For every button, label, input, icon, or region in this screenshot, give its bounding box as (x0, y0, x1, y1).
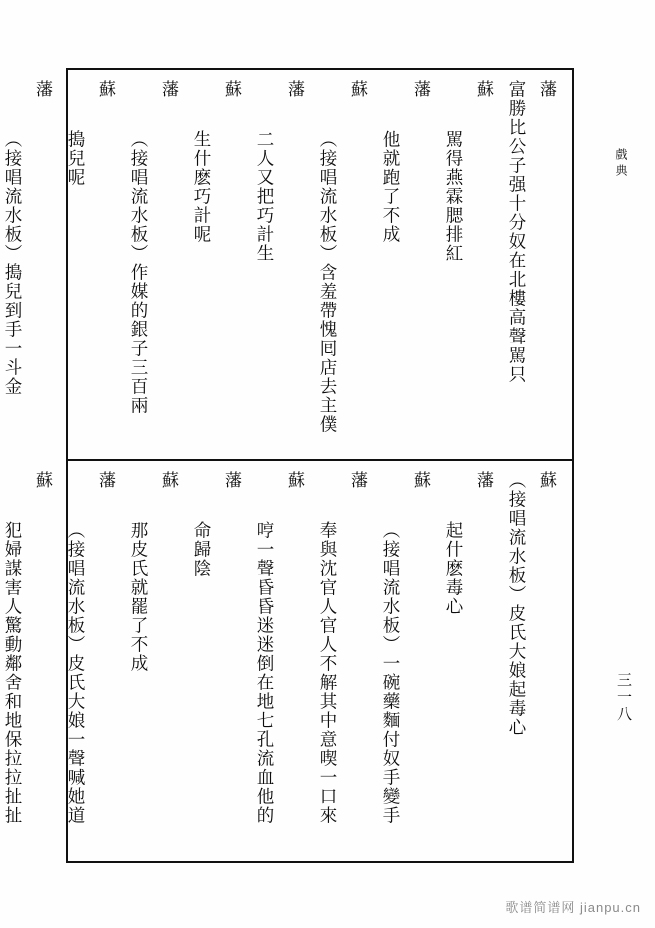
dialogue-entry (312, 471, 371, 853)
dialogue-text: （接唱流水板）皮氏大娘一聲喊她道 (65, 521, 85, 825)
dialogue-entry (0, 80, 56, 451)
speaker-label: 藩 (32, 80, 52, 101)
watermark: 歌谱简谱网 jianpu.cn (505, 900, 641, 915)
dialogue-entry (438, 471, 497, 853)
speaker-label: 藩 (158, 80, 178, 101)
speaker-label: 蘇 (158, 471, 178, 492)
dialogue-entry (438, 80, 497, 451)
speaker-label: 藩 (473, 471, 493, 492)
speaker-label: 蘇 (410, 471, 430, 492)
speaker-label: 蘇 (284, 471, 304, 492)
dialogue-text: 生什麽巧計呢 (191, 130, 211, 244)
speaker-label: 蘇 (536, 471, 556, 492)
dialogue-text: 起什麽毒心 (443, 521, 463, 616)
speaker-label: 藩 (95, 471, 115, 492)
dialogue-text: 哼一聲昏昏迷迷倒在地七孔流血他的 (254, 521, 274, 825)
top-entry-list (0, 80, 560, 451)
dialogue-text: 搗兒呢 (65, 130, 85, 187)
dialogue-text: （接唱流水板）皮氏大娘起毒心 (506, 471, 526, 737)
dialogue-text: 二人又把巧計生 (254, 130, 274, 263)
dialogue-entry (186, 471, 245, 853)
book-title-label: 戲典 (614, 148, 628, 180)
dialogue-text: （接唱流水板）含羞帶愧囘店去主僕 (317, 130, 337, 434)
dialogue-entry (0, 471, 56, 853)
bottom-entry-list (0, 471, 560, 853)
dialogue-text: （接唱流水板）一碗藥麵付奴手變手 (380, 521, 400, 825)
dialogue-text: 奉與沈官人官人不解其中意喫一口來 (317, 521, 337, 825)
dialogue-entry (375, 80, 434, 451)
page-number: 三一八 (615, 672, 633, 723)
speaker-label: 藩 (410, 80, 430, 101)
dialogue-entry (375, 471, 434, 853)
dialogue-text: 富勝比公子强十分奴在北樓高聲駡只 (506, 80, 526, 384)
dialogue-entry (123, 471, 182, 853)
dialogue-entry (312, 80, 371, 451)
dialogue-entry (60, 80, 119, 451)
dialogue-text: 那皮氏就罷了不成 (128, 521, 148, 673)
speaker-label: 蘇 (32, 471, 52, 492)
dialogue-text: 駡得燕霖腮排紅 (443, 130, 463, 263)
speaker-label: 蘇 (221, 80, 241, 101)
speaker-label: 藩 (536, 80, 556, 101)
speaker-label: 藩 (284, 80, 304, 101)
speaker-label: 蘇 (473, 80, 493, 101)
speaker-label: 藩 (347, 471, 367, 492)
dialogue-entry (501, 80, 560, 451)
dialogue-entry (186, 80, 245, 451)
speaker-label: 蘇 (95, 80, 115, 101)
top-text-panel (2, 70, 572, 459)
dialogue-text: （接唱流水板）搗兒到手一斗金 (2, 130, 22, 396)
speaker-label: 蘇 (347, 80, 367, 101)
dialogue-text: 他就跑了不成 (380, 130, 400, 244)
dialogue-entry (249, 471, 308, 853)
bottom-text-panel (2, 461, 572, 861)
dialogue-text: 命歸陰 (191, 521, 211, 578)
dialogue-entry (60, 471, 119, 853)
dialogue-text: （接唱流水板）作媒的銀子三百兩 (128, 130, 148, 415)
speaker-label: 藩 (221, 471, 241, 492)
dialogue-entry (123, 80, 182, 451)
dialogue-entry (501, 471, 560, 853)
dialogue-text: 犯婦謀害人驚動鄰舍和地保拉拉扯扯 (2, 521, 22, 825)
dialogue-entry (249, 80, 308, 451)
